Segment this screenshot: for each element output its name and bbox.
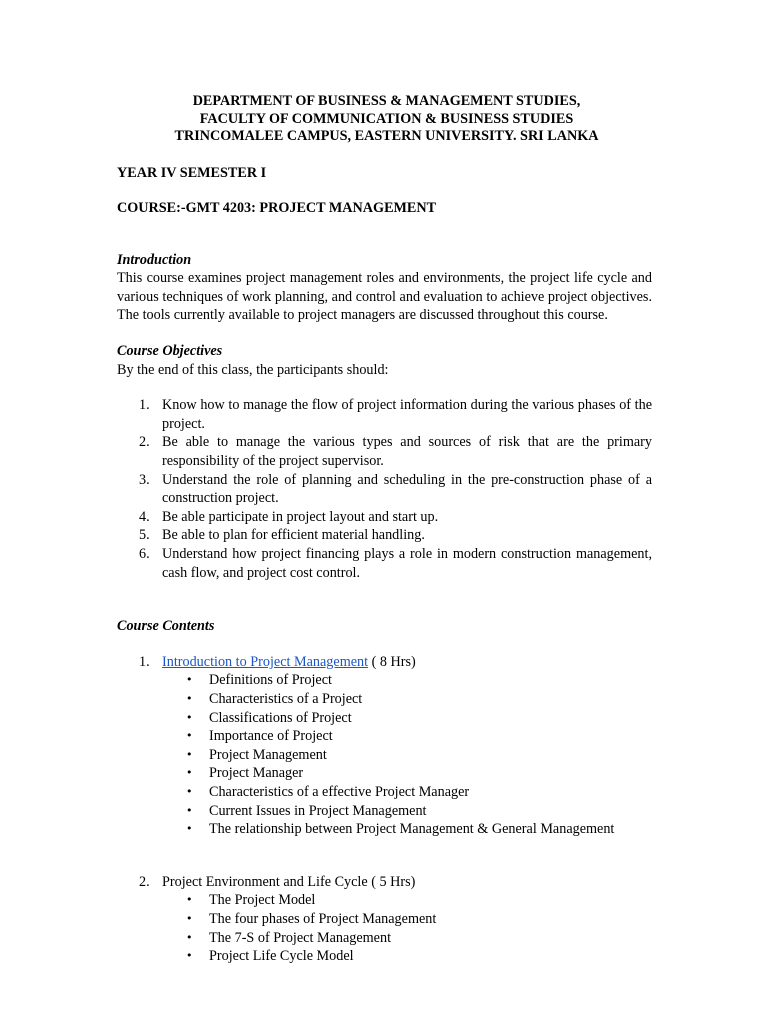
topic-text: Current Issues in Project Management — [209, 802, 427, 819]
objective-text: Be able to manage the various types and sources of risk that are the primary responsibility of the project supervisor. — [162, 434, 652, 470]
header-department: DEPARTMENT OF BUSINESS & MANAGEMENT STUDIES, — [192, 93, 581, 109]
bullet-icon: • — [186, 710, 193, 724]
objective-item — [117, 471, 652, 508]
objective-text: Be able to plan for efficient material handling. — [162, 527, 425, 544]
topic-item — [162, 783, 652, 802]
topic-item — [162, 947, 652, 966]
bullet-icon: • — [186, 673, 193, 687]
module-1 — [117, 653, 652, 839]
module-title: Project Environment and Life Cycle ( 5 Hrs) — [162, 873, 416, 890]
bullet-icon: • — [186, 729, 193, 743]
module-2-topics — [162, 891, 652, 965]
objective-text: Be able participate in project layout and start up. — [162, 508, 439, 525]
topic-item — [162, 671, 652, 690]
topic-item — [162, 709, 652, 728]
contents-heading: Course Contents — [117, 618, 215, 635]
objective-item — [117, 508, 652, 527]
topic-text: Project Management — [209, 746, 327, 763]
topic-text: The four phases of Project Management — [209, 910, 437, 927]
topic-text: The Project Model — [209, 892, 316, 909]
topic-text: The relationship between Project Management & General Management — [209, 821, 615, 838]
topic-text: Classifications of Project — [209, 709, 352, 726]
topic-item — [162, 891, 652, 910]
module-1-topics — [162, 671, 652, 838]
objective-text: Understand the role of planning and scheduling in the pre-construction phase of a construction project. — [162, 471, 652, 507]
objectives-heading: Course Objectives — [117, 343, 223, 360]
introduction-heading: Introduction — [117, 251, 192, 268]
bullet-icon: • — [186, 803, 193, 817]
introduction-text: This course examines project management roles and environments, the project life cycle and various techniques of work planning, and control and evaluation to achieve project objectives. The tools currently available to project managers are discussed throughout this course. — [117, 270, 652, 324]
objective-number: 5. — [139, 527, 150, 544]
year-semester: YEAR IV SEMESTER I — [117, 164, 267, 181]
objective-number: 2. — [139, 434, 150, 451]
bullet-icon: • — [186, 949, 193, 963]
objective-text: Know how to manage the flow of project information during the various phases of the project. — [162, 397, 652, 432]
topic-text: Characteristics of a Project — [209, 690, 363, 707]
topic-text: Project Life Cycle Model — [209, 948, 354, 965]
topic-item — [162, 802, 652, 821]
objective-text: Understand how project financing plays a role in modern construction management, cash flow, and project cost control. — [162, 546, 652, 581]
topic-item — [162, 910, 652, 929]
module-number: 1. — [139, 653, 150, 670]
bullet-icon: • — [186, 893, 193, 907]
bullet-icon: • — [186, 766, 193, 780]
bullet-icon: • — [186, 747, 193, 761]
module-1-link[interactable]: Introduction to Project Management — [162, 653, 369, 670]
module-hours: ( 8 Hrs) — [368, 653, 416, 670]
bullet-icon: • — [186, 822, 193, 836]
objective-number: 4. — [139, 508, 150, 525]
objective-item — [117, 526, 652, 545]
objectives-intro: By the end of this class, the participants should: — [117, 361, 389, 378]
objective-item — [117, 396, 652, 433]
topic-item — [162, 746, 652, 765]
topic-item — [162, 764, 652, 783]
course-title: COURSE:-GMT 4203: PROJECT MANAGEMENT — [117, 200, 437, 217]
topic-text: Importance of Project — [209, 728, 333, 745]
objective-number: 6. — [139, 546, 150, 562]
topic-item — [162, 727, 652, 746]
objective-number: 3. — [139, 471, 150, 488]
bullet-icon: • — [186, 691, 193, 705]
module-2 — [117, 873, 652, 966]
bullet-icon: • — [186, 930, 193, 944]
topic-text: The 7-S of Project Management — [209, 929, 392, 946]
document-page — [117, 93, 652, 966]
objective-number: 1. — [139, 397, 150, 414]
objective-item — [117, 545, 652, 582]
topic-item — [162, 929, 652, 948]
document-header — [121, 93, 652, 146]
objectives-list — [117, 396, 652, 582]
topic-text: Definitions of Project — [209, 672, 332, 689]
objective-item — [117, 433, 652, 470]
header-faculty: FACULTY OF COMMUNICATION & BUSINESS STUDIES — [199, 110, 574, 127]
topic-text: Project Manager — [209, 765, 304, 782]
topic-item — [162, 820, 652, 839]
topic-text: Characteristics of a effective Project Manager — [209, 783, 470, 800]
module-number: 2. — [139, 873, 150, 890]
bullet-icon: • — [186, 784, 193, 798]
bullet-icon: • — [186, 911, 193, 925]
topic-item — [162, 690, 652, 709]
module-title — [162, 653, 652, 672]
header-campus: TRINCOMALEE CAMPUS, EASTERN UNIVERSITY. SRI LANKA — [174, 128, 599, 144]
